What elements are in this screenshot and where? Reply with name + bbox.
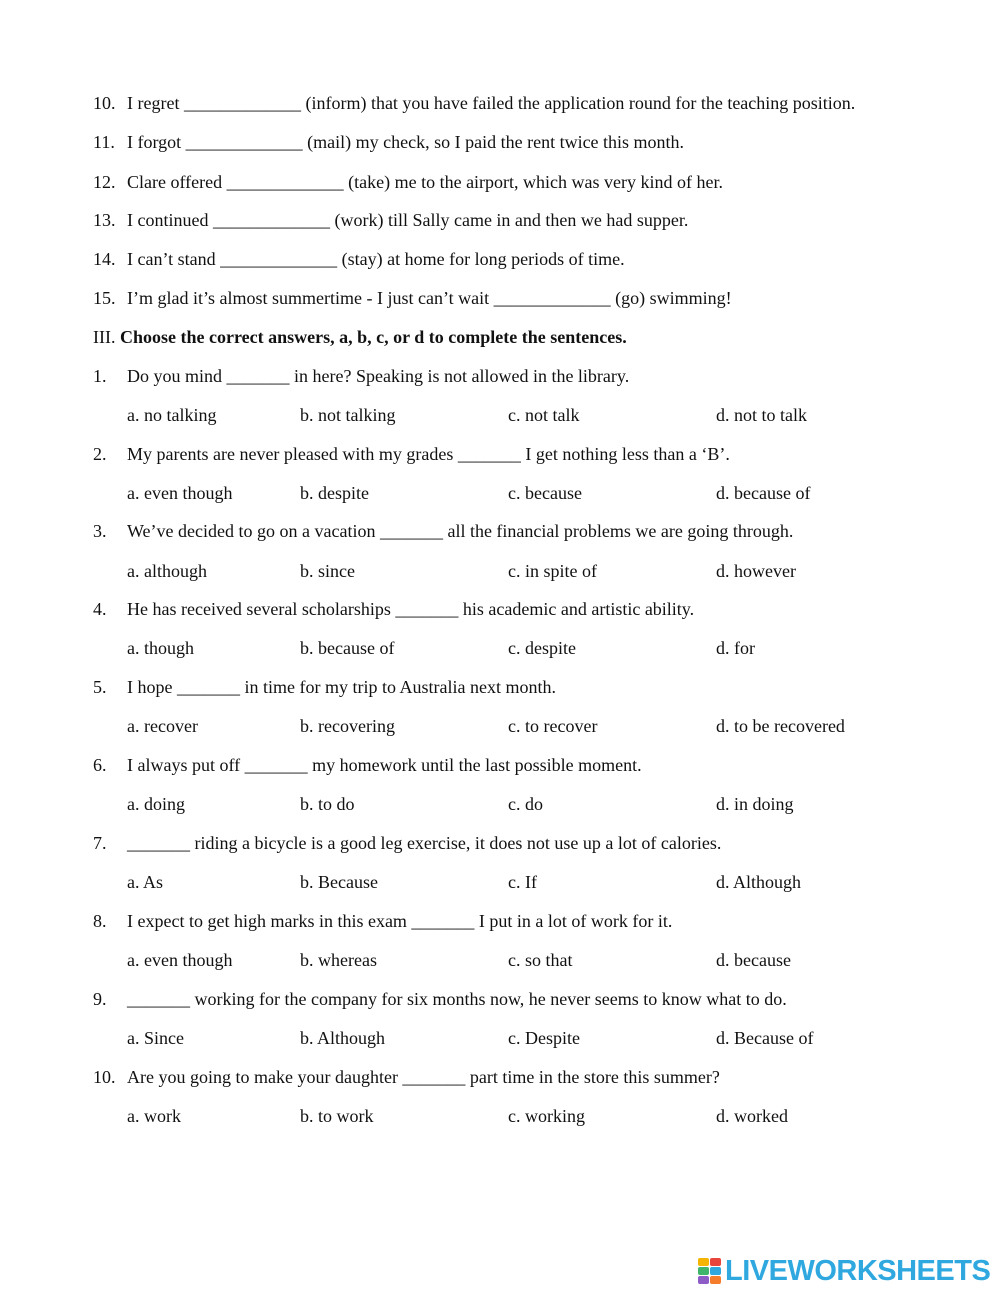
question-6-options [0, 792, 1000, 816]
logo-tile [698, 1267, 709, 1275]
option-c[interactable]: c. If [508, 872, 537, 892]
logo-wordmark: LIVEWORKSHEETS [725, 1255, 991, 1287]
option-c[interactable]: c. because [508, 483, 582, 503]
option-c[interactable]: c. Despite [508, 1028, 580, 1048]
option-a[interactable]: a. recover [127, 716, 198, 736]
question-1: 1. Do you mind _______ in here? Speaking is not allowed in the library. [93, 366, 630, 386]
option-b[interactable]: b. Because [300, 872, 378, 892]
option-d[interactable]: d. worked [716, 1106, 788, 1126]
question-1-options [0, 403, 1000, 427]
option-d[interactable]: d. however [716, 561, 796, 581]
option-d[interactable]: d. Because of [716, 1028, 814, 1048]
question-10: 10. Are you going to make your daughter _______ part time in the store this summer? [93, 1067, 720, 1087]
option-d[interactable]: d. in doing [716, 794, 794, 814]
liveworksheets-logo [698, 1255, 994, 1287]
option-c[interactable]: c. not talk [508, 405, 580, 425]
question-10-options [0, 1104, 1000, 1128]
question-3: 3. We’ve decided to go on a vacation _______ all the financial problems we are going through. [93, 521, 794, 541]
option-a[interactable]: a. though [127, 638, 194, 658]
option-b[interactable]: b. despite [300, 483, 369, 503]
option-c[interactable]: c. so that [508, 950, 573, 970]
option-d[interactable]: d. because [716, 950, 791, 970]
logo-tile [710, 1276, 721, 1284]
question-2: 2. My parents are never pleased with my grades _______ I get nothing less than a ‘B’. [93, 444, 730, 464]
question-9: 9. _______ working for the company for six months now, he never seems to know what to do. [93, 989, 787, 1009]
question-7-options [0, 870, 1000, 894]
question-5-options [0, 714, 1000, 738]
gerund-item-10: 10. I regret _____________ (inform) that you have failed the application round for the teaching position. [93, 93, 856, 113]
option-b[interactable]: b. recovering [300, 716, 395, 736]
option-c[interactable]: c. in spite of [508, 561, 597, 581]
option-d[interactable]: d. to be recovered [716, 716, 845, 736]
option-b[interactable]: b. Although [300, 1028, 386, 1048]
question-9-options [0, 1026, 1000, 1050]
question-3-options [0, 559, 1000, 583]
question-8-options [0, 948, 1000, 972]
question-8: 8. I expect to get high marks in this exam _______ I put in a lot of work for it. [93, 911, 673, 931]
option-b[interactable]: b. since [300, 561, 355, 581]
option-a[interactable]: a. no talking [127, 405, 217, 425]
section-instruction: Choose the correct answers, a, b, c, or d to complete the sentences. [119, 327, 627, 347]
logo-tile [710, 1258, 721, 1266]
question-6: 6. I always put off _______ my homework until the last possible moment. [93, 755, 642, 775]
option-a[interactable]: a. Since [127, 1028, 184, 1048]
section-roman-numeral: III. [93, 327, 116, 347]
option-a[interactable]: a. even though [127, 950, 233, 970]
question-2-options [0, 481, 1000, 505]
section-heading [0, 325, 1000, 349]
option-b[interactable]: b. not talking [300, 405, 396, 425]
question-7: 7. _______ riding a bicycle is a good leg exercise, it does not use up a lot of calories. [93, 833, 722, 853]
option-b[interactable]: b. because of [300, 638, 395, 658]
option-b[interactable]: b. whereas [300, 950, 377, 970]
option-a[interactable]: a. although [127, 561, 207, 581]
question-4: 4. He has received several scholarships _______ his academic and artistic ability. [93, 599, 695, 619]
option-b[interactable]: b. to work [300, 1106, 374, 1126]
option-d[interactable]: d. Although [716, 872, 802, 892]
option-c[interactable]: c. to recover [508, 716, 598, 736]
gerund-item-15: 15. I’m glad it’s almost summertime - I just can’t wait _____________ (go) swimming! [93, 288, 732, 308]
gerund-item-13: 13. I continued _____________ (work) till Sally came in and then we had supper. [93, 210, 689, 230]
gerund-item-11: 11. I forgot _____________ (mail) my check, so I paid the rent twice this month. [93, 132, 685, 152]
option-a[interactable]: a. As [127, 872, 163, 892]
option-a[interactable]: a. work [127, 1106, 181, 1126]
option-a[interactable]: a. even though [127, 483, 233, 503]
liveworksheets-logo-icon [698, 1258, 721, 1284]
logo-tile [698, 1258, 709, 1266]
option-c[interactable]: c. working [508, 1106, 585, 1126]
logo-tile [710, 1267, 721, 1275]
option-b[interactable]: b. to do [300, 794, 355, 814]
option-d[interactable]: d. not to talk [716, 405, 807, 425]
option-d[interactable]: d. because of [716, 483, 811, 503]
gerund-item-12: 12. Clare offered _____________ (take) me to the airport, which was very kind of her. [93, 172, 723, 192]
gerund-item-14: 14. I can’t stand _____________ (stay) at home for long periods of time. [93, 249, 625, 269]
question-5: 5. I hope _______ in time for my trip to Australia next month. [93, 677, 556, 697]
option-a[interactable]: a. doing [127, 794, 185, 814]
option-d[interactable]: d. for [716, 638, 755, 658]
logo-tile [698, 1276, 709, 1284]
option-c[interactable]: c. do [508, 794, 543, 814]
option-c[interactable]: c. despite [508, 638, 576, 658]
question-4-options [0, 636, 1000, 660]
